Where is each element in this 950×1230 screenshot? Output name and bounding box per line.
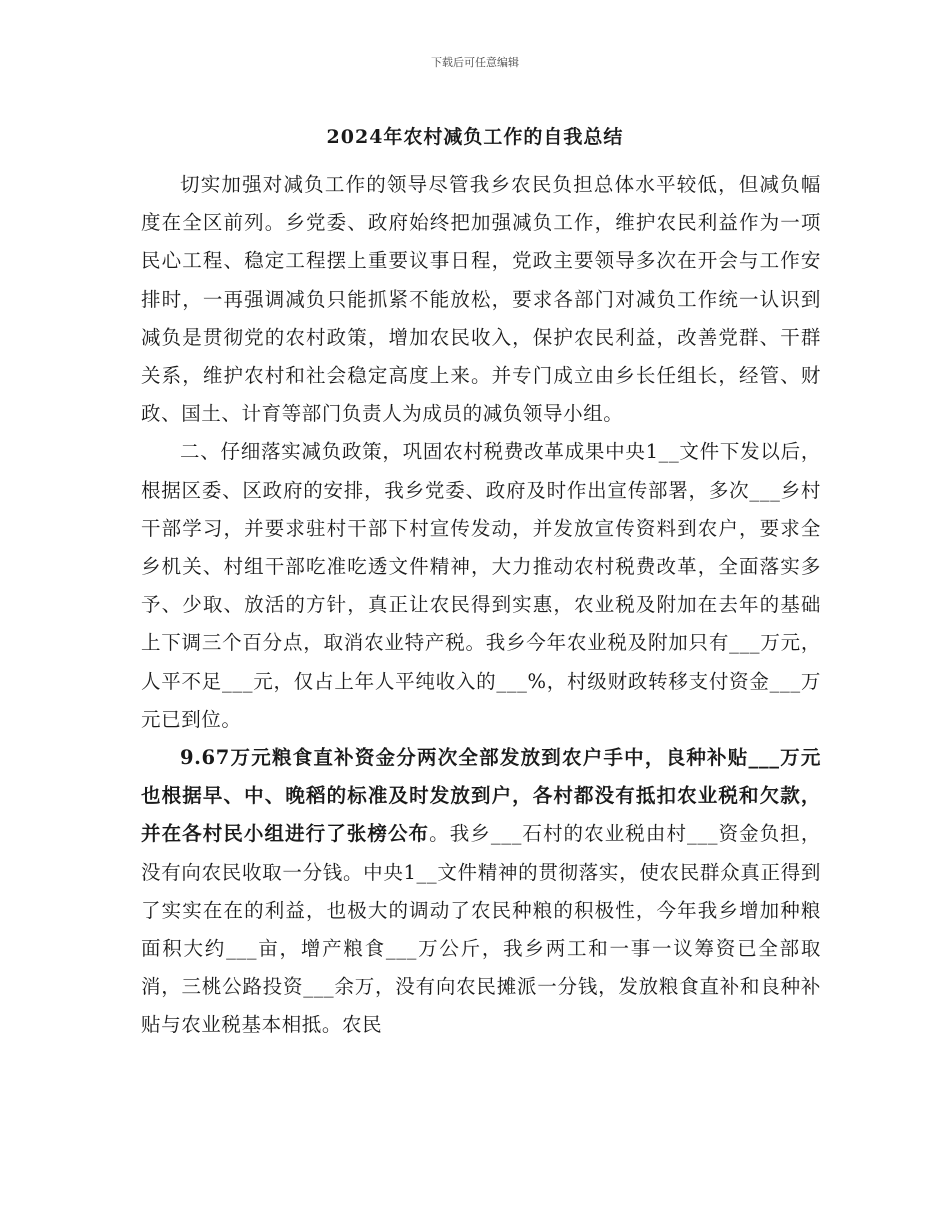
paragraph-1-text: 切实加强对减负工作的领导尽管我乡农民负担总体水平较低，但减负幅度在全区前列。乡党委、政府始终把加强减负工作，维护农民利益作为一项民心工程、稳定工程摆上重要议事日程，党政主要领导多次在开会与工作安排时，一再强调减负只能抓紧不能放松，要求各部门对减负工作统一认识到减负是贯彻党的农村政策，增加农民收入，保护农民利益，改善党群、干群关系，维护农村和社会稳定高度上来。并专门成立由乡长任组长，经管、财政、国土、计育等部门负责人为成员的减负领导小组。 [141,173,821,426]
paragraph-3-bold-text: 9.67万元粮食直补资金分两次全部发放到农户手中，良种补贴___万元也根据早、中、晚稻的标准及时发放到户，各村都没有抵扣农业税和欠款，并在各村民小组进行了张榜公布 [141,746,821,846]
document-body [141,166,821,1045]
header-note: 下载后可任意编辑 [431,56,519,69]
paragraph-1 [141,166,821,433]
paragraph-2-text: 二、仔细落实减负政策，巩固农村税费改革成果中央1__文件下发以后，根据区委、区政府的安排，我乡党委、政府及时作出宣传部署，多次___乡村干部学习，并要求驻村干部下村宣传发动，并发放宣传资料到农户，要求全乡机关、村组干部吃准吃透文件精神，大力推动农村税费改革，全面落实多予、少取、放活的方针，真正让农民得到实惠，农业税及附加在去年的基础上下调三个百分点，取消农业特产税。我乡今年农业税及附加只有___万元，人平不足___元，仅占上年人平纯收入的___%，村级财政转移支付资金___万元已到位。 [141,440,821,731]
paragraph-3 [141,739,821,1045]
document-title: 2024年农村减负工作的自我总结 [326,126,624,148]
paragraph-3-text: 。我乡___石村的农业税由村___资金负担，没有向农民收取一分钱。中央1__文件精神的贯彻落实，使农民群众真正得到了实实在在的利益，也极大的调动了农民种粮的积极性，今年我乡增加种粮面积大约___亩，增产粮食___万公斤，我乡两工和一事一议筹资已全部取消，三桃公路投资___余万，没有向农民摊派一分钱，发放粮食直补和良种补贴与农业税基本相抵。农民 [141,822,821,1037]
paragraph-2 [141,433,821,739]
